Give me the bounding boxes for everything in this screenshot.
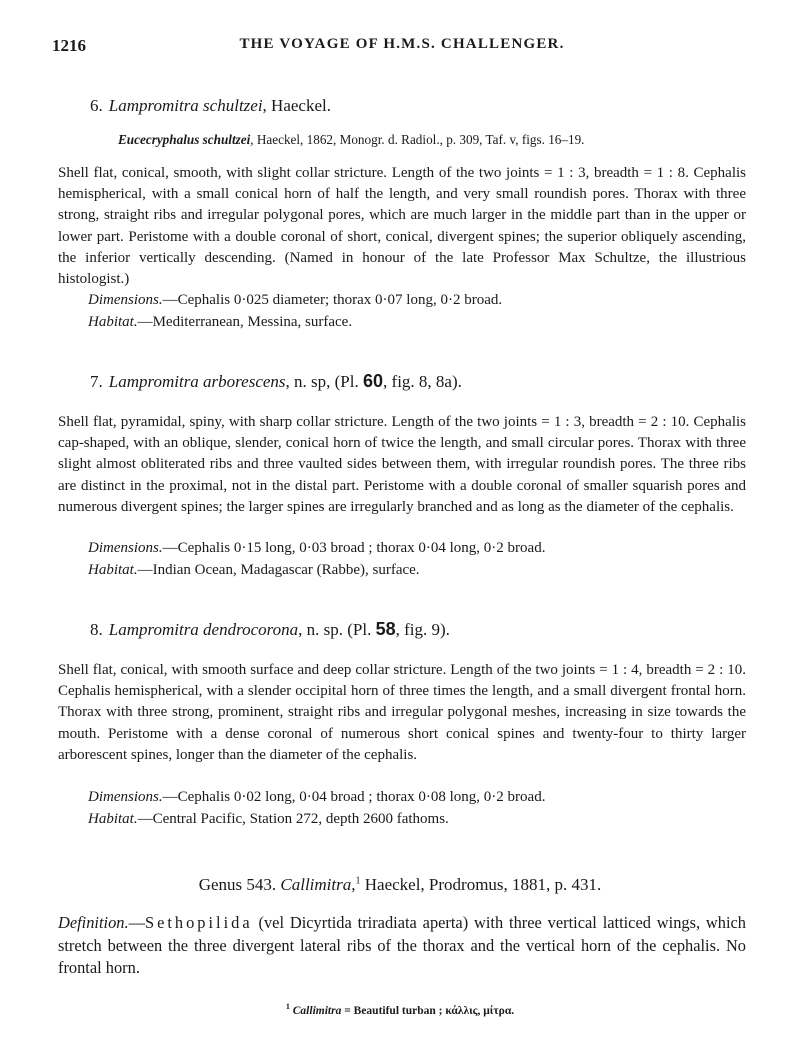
definition-dash: — — [128, 913, 145, 932]
species-dimensions-8 — [88, 789, 545, 806]
definition-text: (vel Dicyrtida triradiata aperta) with three vertical latticed wings, which stretch between the three divergent lateral ribs of the thorax and the vertical horn of the cephalis. No frontal horn. — [58, 913, 746, 977]
dimensions-text: —Cephalis 0·025 diameter; thorax 0·07 long, 0·2 broad. — [162, 292, 503, 308]
page-number: 1216 — [52, 36, 86, 55]
dimensions-label: Dimensions. — [88, 292, 163, 308]
species-author: , n. sp, (Pl. — [285, 372, 363, 391]
habitat-label: Habitat. — [88, 811, 138, 827]
species-habitat-7 — [88, 562, 420, 579]
species-synonym — [118, 132, 584, 148]
species-author: , Haeckel. — [262, 96, 331, 115]
species-description-6: Shell flat, conical, smooth, with slight collar stricture. Length of the two joints = 1 : 3, breadth = 1 : 8. Cephalis hemispherical, with a small conical horn of half the length, and very small roundish pores. Thorax with three strong, straight ribs and irregular polygonal pores, which are much larger in the middle part than in the upper or lower part. Peristome with a double coronal of short, conical, divergent spines; the superior obliquely ascending, the inferior vertically descending. (Named in honour of the late Professor Max Schultze, the illustrious histologist.) — [58, 165, 746, 288]
genus-citation: Haeckel, Prodromus, 1881, p. 431. — [360, 875, 602, 894]
habitat-label: Habitat. — [88, 562, 138, 578]
dimensions-label: Dimensions. — [88, 789, 163, 805]
species-name: Lampromitra dendrocorona — [108, 620, 299, 639]
species-description-7: Shell flat, pyramidal, spiny, with sharp collar stricture. Length of the two joints = 1 : 3, breadth = 2 : 10. Cephalis cap-shaped, with an oblique, slender, conical horn of twice the length, and small circular pores. Thorax with three slight almost obliterated ribs and three vaulted sides between them, with irregular roundish pores. The three ribs are distinct in the proximal, not in the distal part. Peristome with a double coronal of smaller squarish pores and numerous divergent spines; the larger spines are irregularly branched and as long as the diameter of the cephalis. — [58, 414, 746, 515]
definition-label: Definition. — [58, 913, 129, 932]
species-habitat-6 — [88, 314, 352, 331]
species-author: , n. sp. (Pl. — [298, 620, 376, 639]
species-number: 7. — [90, 372, 103, 391]
habitat-label: Habitat. — [88, 314, 138, 330]
page-header — [52, 36, 752, 58]
synonym-citation: , Haeckel, 1862, Monogr. d. Radiol., p. 309, Taf. v, figs. 16–19. — [250, 132, 585, 147]
footnote-term: Callimitra — [292, 1004, 342, 1017]
habitat-text: —Indian Ocean, Madagascar (Rabbe), surface. — [137, 562, 420, 578]
plate-number: 58 — [375, 619, 396, 639]
species-name: Lampromitra arborescens — [108, 372, 286, 391]
genus-name: Callimitra, — [280, 875, 356, 894]
synonym-name: Eucecryphalus schultzei — [118, 132, 251, 147]
footnote — [0, 1002, 800, 1017]
dimensions-label: Dimensions. — [88, 540, 163, 556]
species-habitat-8 — [88, 811, 449, 828]
figure-reference: , fig. 9). — [395, 620, 450, 639]
species-number: 8. — [90, 620, 103, 639]
habitat-text: —Central Pacific, Station 272, depth 2600 fathoms. — [137, 811, 449, 827]
genus-definition — [58, 912, 746, 980]
species-heading-6 — [90, 96, 331, 116]
plate-number: 60 — [363, 371, 384, 391]
genus-prefix: Genus 543. — [198, 875, 277, 894]
figure-reference: , fig. 8, 8a). — [383, 372, 462, 391]
species-description-8: Shell flat, conical, with smooth surface and deep collar stricture. Length of the two joints = 1 : 4, breadth = 2 : 10. Cephalis hemispherical, with a slender occipital horn of three times the length, and a small divergent frontal horn. Thorax with three strong, prominent, straight ribs and irregular polygonal meshes, increasing in size towards the mouth. Peristome with a dense coronal of numerous short conical spines and twenty-four to thirty larger arborescent spines, longer than the diameter of the cephalis. — [58, 662, 746, 763]
species-name: Lampromitra schultzei — [108, 96, 263, 115]
dimensions-text: —Cephalis 0·02 long, 0·04 broad ; thorax 0·08 long, 0·2 broad. — [162, 789, 546, 805]
species-heading-7 — [90, 371, 462, 392]
species-number: 6. — [90, 96, 103, 115]
footnote-reference: 1 — [355, 875, 361, 887]
species-dimensions-6 — [88, 292, 502, 309]
species-heading-8 — [90, 619, 450, 640]
species-dimensions-7 — [88, 540, 545, 557]
definition-family: Sethopilida — [144, 913, 253, 932]
footnote-mark: 1 — [285, 1002, 290, 1011]
genus-heading — [0, 875, 800, 895]
footnote-text: = Beautiful turban ; κάλλις, μίτρα. — [341, 1004, 515, 1017]
dimensions-text: —Cephalis 0·15 long, 0·03 broad ; thorax 0·04 long, 0·2 broad. — [162, 540, 546, 556]
running-title: THE VOYAGE OF H.M.S. CHALLENGER. — [239, 36, 565, 52]
habitat-text: —Mediterranean, Messina, surface. — [137, 314, 353, 330]
